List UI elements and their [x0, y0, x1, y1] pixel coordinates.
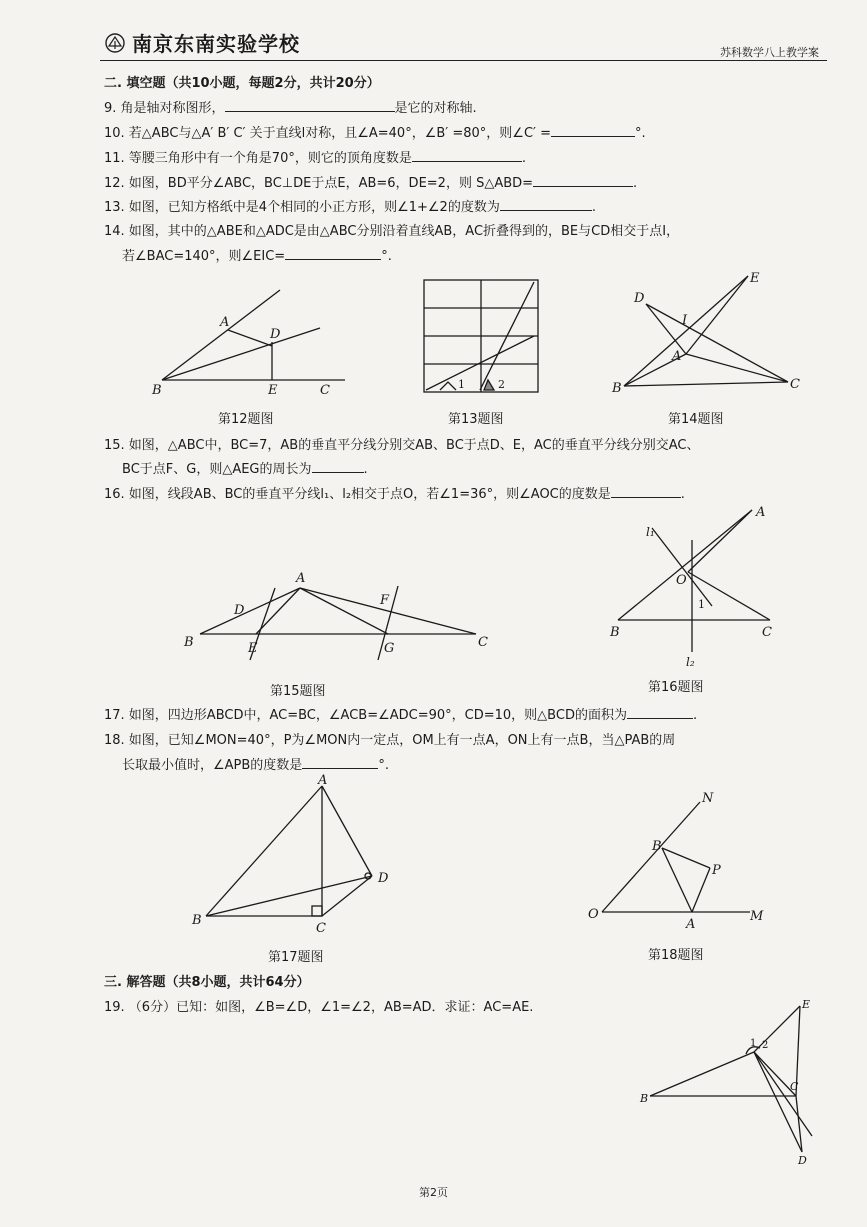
q14-text-b: 若∠BAC=140°，则∠EIC= — [122, 249, 286, 264]
fig13-angle-1-mark — [440, 382, 456, 390]
q16-answer-blank[interactable] — [611, 484, 681, 498]
section-title-fill-blank: 二. 填空题（共10小题，每题2分，共计20分） — [104, 76, 380, 91]
fig17-label-d: D — [378, 871, 389, 886]
q18-answer-blank[interactable] — [302, 755, 378, 769]
q11-text-b: . — [521, 151, 526, 166]
q17-text-a: 17. 如图，四边形ABCD中，AC=BC，∠ACB=∠ADC=90°，CD=10，则△BCD的面积为 — [104, 708, 627, 723]
q13-text-a: 13. 如图，已知方格纸中是4个相同的小正方形，则∠1+∠2的度数为 — [104, 200, 500, 215]
fig18-label-n: N — [702, 791, 714, 806]
fig15-label-c: C — [478, 635, 488, 650]
fig15-label-a: A — [296, 571, 306, 586]
fig13-diagonal-1 — [426, 336, 534, 390]
q9-text-b: 是它的对称轴. — [394, 101, 477, 116]
question-14-line1: 14. 如图，其中的△ABE和△ADC是由△ABC分别沿着直线AB，AC折叠得到的，BE与CD相交于点I， — [104, 224, 680, 239]
fig18-label-p: P — [712, 863, 721, 878]
fig12-label-c: C — [320, 383, 330, 398]
question-13 — [104, 196, 596, 215]
q12-answer-blank[interactable] — [533, 173, 633, 187]
caption-fig13: 第13题图 — [448, 412, 504, 427]
fig16-label-a: A — [756, 505, 766, 520]
fig16-segment-co — [688, 572, 770, 620]
question-9 — [104, 97, 477, 116]
fig12-label-b: B — [152, 383, 162, 398]
fig13-angle-2-mark — [484, 380, 494, 390]
q13-text-b: . — [591, 200, 596, 215]
fig18-label-m: M — [750, 909, 764, 924]
fig15-label-f: F — [380, 593, 390, 608]
fig19-segment-aux — [754, 1052, 812, 1136]
fig13-label-1: 1 — [458, 378, 465, 391]
q14-text-c: °. — [381, 249, 392, 264]
q16-text-b: . — [680, 487, 685, 502]
figure-18 — [584, 788, 774, 938]
fig16-label-b: B — [610, 625, 620, 640]
fig15-label-b: B — [184, 635, 194, 650]
question-17 — [104, 704, 697, 723]
q15-text-b: BC于点F、G，则△AEG的周长为 — [122, 462, 312, 477]
fig15-segment-ab — [200, 588, 300, 634]
figure-17 — [186, 773, 406, 940]
question-18-line1: 18. 如图，已知∠MON=40°，P为∠MON内一定点，OM上有一点A，ON上有一点B，当△PAB的周 — [104, 733, 676, 748]
fig19-label-b: B — [640, 1092, 649, 1105]
question-11 — [104, 147, 526, 166]
q10-text-b: °. — [635, 126, 646, 141]
fig16-label-l1: l₁ — [646, 525, 655, 539]
fig18-segment-ba — [662, 848, 692, 912]
fig14-segment-ac — [686, 354, 788, 382]
figure-14 — [610, 268, 810, 398]
fig16-label-l2: l₂ — [686, 655, 695, 669]
question-10 — [104, 122, 646, 141]
figure-19 — [636, 996, 826, 1166]
subject-label: 苏科数学八上教学案 — [720, 46, 819, 59]
fig15-segment-ag — [300, 588, 388, 634]
school-name: 南京东南实验学校 — [132, 32, 300, 56]
q12-text-a: 12. 如图，BD平分∠ABC，BC⊥DE于点E，AB=6，DE=2，则 S△ABD= — [104, 176, 534, 191]
fig16-segment-oa — [688, 510, 752, 572]
q9-text-a: 9. 角是轴对称图形， — [104, 101, 225, 116]
fig17-label-c: C — [316, 921, 326, 936]
fig19-label-1: 1 — [750, 1038, 757, 1049]
q18-text-c: °. — [378, 758, 389, 773]
fig15-label-g: G — [384, 641, 395, 656]
q11-answer-blank[interactable] — [412, 148, 522, 162]
q17-text-b: . — [692, 708, 698, 723]
fig14-segment-da — [646, 304, 686, 354]
question-12 — [104, 172, 637, 191]
q16-text-a: 16. 如图，线段AB、BC的垂直平分线l₁、l₂相交于点O，若∠1=36°，则∠AOC的度数是 — [104, 487, 611, 502]
fig12-label-d: D — [270, 327, 281, 342]
fig15-label-e: E — [248, 641, 258, 656]
fig19-segment-ae — [754, 1006, 800, 1052]
q10-text-a: 10. 若△ABC与△A′ B′ C′ 关于直线l对称，且∠A=40°，∠B′ =80°，则∠C′ = — [104, 126, 551, 141]
caption-fig16: 第16题图 — [648, 680, 704, 695]
figure-16 — [604, 502, 784, 670]
q11-text-a: 11. 等腰三角形中有一个角是70°，则它的顶角度数是 — [104, 151, 412, 166]
figure-15 — [180, 568, 500, 666]
fig16-label-1: 1 — [698, 598, 705, 611]
question-15-line1: 15. 如图，△ABC中，BC=7，AB的垂直平分线分别交AB、BC于点D、E，AC的垂直平分线分别交AC、 — [104, 438, 700, 453]
question-14-line2 — [122, 245, 392, 264]
fig15-label-d: D — [234, 603, 245, 618]
figure-12 — [140, 280, 360, 400]
fig18-segment-pa — [692, 868, 710, 912]
q10-answer-blank[interactable] — [551, 123, 635, 137]
fig14-label-c: C — [790, 377, 800, 392]
fig15-segment-ae — [256, 588, 300, 634]
fig16-line-l1 — [652, 528, 712, 606]
school-header — [104, 28, 300, 57]
fig19-label-e: E — [802, 998, 811, 1011]
fig17-segment-ad — [322, 786, 372, 876]
question-18-line2 — [122, 754, 389, 773]
q12-text-b: . — [633, 176, 638, 191]
fig12-ray-ba — [162, 290, 280, 380]
fig13-label-2: 2 — [498, 378, 505, 391]
fig14-label-a: A — [672, 349, 682, 364]
section-title-solutions: 三. 解答题（共8小题，共计64分） — [104, 975, 310, 990]
fig19-segment-ba — [650, 1052, 754, 1096]
question-19: 19. （6分）已知：如图，∠B=∠D，∠1=∠2，AB=AD．求证：AC=AE. — [104, 1000, 534, 1015]
fig16-label-o: O — [676, 573, 687, 588]
question-15-line2 — [122, 458, 368, 477]
q14-answer-blank[interactable] — [285, 246, 381, 260]
q15-text-c: . — [363, 462, 368, 477]
fig19-label-2: 2 — [762, 1040, 769, 1051]
fig14-label-i: I — [682, 313, 688, 328]
caption-fig15: 第15题图 — [270, 684, 326, 699]
question-16 — [104, 483, 685, 502]
fig12-segment-ad — [228, 330, 272, 346]
fig17-label-a: A — [318, 773, 328, 788]
header-divider — [100, 60, 827, 61]
fig14-label-b: B — [612, 381, 622, 396]
q9-answer-blank[interactable] — [225, 98, 395, 112]
fig19-label-c: C — [790, 1080, 799, 1093]
q13-answer-blank[interactable] — [500, 197, 592, 211]
fig19-segment-cd — [796, 1096, 802, 1152]
fig18-label-o: O — [588, 907, 599, 922]
fig14-label-d: D — [634, 291, 645, 306]
fig17-right-angle-c — [312, 906, 322, 916]
fig18-segment-bp — [662, 848, 710, 868]
fig18-label-b: B — [652, 839, 662, 854]
fig14-label-e: E — [750, 271, 760, 286]
caption-fig18: 第18题图 — [648, 948, 704, 963]
fig16-label-c: C — [762, 625, 772, 640]
caption-fig17: 第17题图 — [268, 950, 324, 965]
figure-13 — [422, 278, 542, 396]
fig18-ray-on — [602, 802, 700, 912]
fig19-label-d: D — [798, 1154, 807, 1167]
fig12-segment-bd — [162, 328, 320, 380]
fig14-segment-bc — [624, 382, 788, 386]
fig17-label-b: B — [192, 913, 202, 928]
caption-fig12: 第12题图 — [218, 412, 274, 427]
fig17-segment-ba — [206, 786, 322, 916]
q17-answer-blank[interactable] — [627, 705, 693, 719]
fig16-segment-ba — [618, 510, 752, 620]
q18-text-b: 长取最小值时，∠APB的度数是 — [122, 758, 303, 773]
caption-fig14: 第14题图 — [668, 412, 724, 427]
school-logo-icon — [104, 32, 126, 54]
fig19-segment-ad — [754, 1052, 802, 1152]
fig18-label-a: A — [686, 917, 696, 932]
page-number: 第2页 — [419, 1186, 448, 1199]
fig12-label-e: E — [268, 383, 278, 398]
fig12-label-a: A — [220, 315, 230, 330]
q15-answer-blank[interactable] — [312, 459, 364, 473]
